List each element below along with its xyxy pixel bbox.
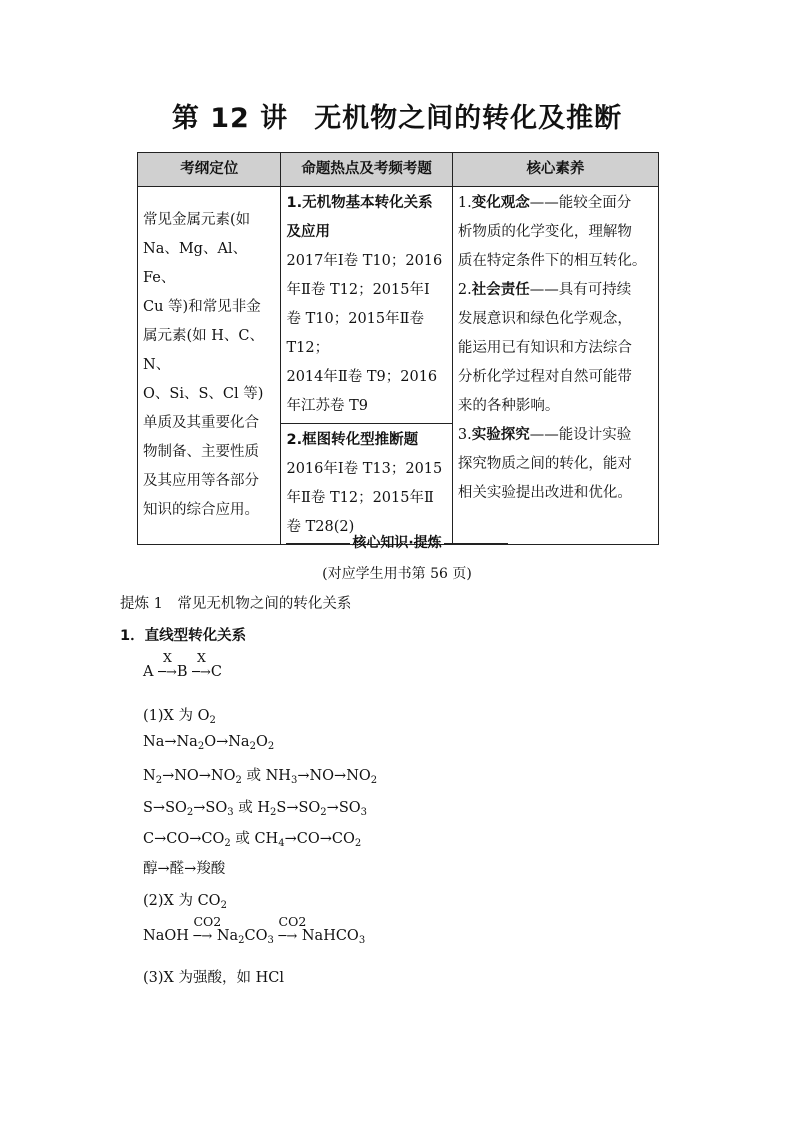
linear-heading: 1．直线型转化关系 (120, 628, 247, 644)
naoh-chain: NaOH ─ CO2 → $Na_2CO_3$ ─ CO2 → NaHCO$_3$ (143, 914, 366, 946)
outline-cell: 常见金属元素(如 Na、Mg、Al、Fe、 Cu 等)和常见非金 属元素(如 H、C、N、 O、Si、S、Cl 等) 单质及其重要化合 物制备、主要性质 及其应用等各部分 知识的综合应用。 (138, 187, 281, 545)
sulfur-chain: $S\to SO_2\to SO_3$ 或 $H_2S\to SO_2\to SO_3$ (143, 800, 368, 818)
case-1-label: (1)X 为 $O_2$ (143, 708, 216, 726)
refine-heading: 提炼 1 常见无机物之间的转化关系 (120, 596, 352, 612)
syllabus-table (137, 152, 659, 545)
core-literacy-cell: 1.变化观念——能较全面分 析物质的化学变化，理解物 质在特定条件下的相互转化。 2.社会责任——具有可持续 发展意识和绿色化学观念， 能运用已有知识和方法综合 分析化学过程对自然可能带 来的各种影响。 3.实验探究——能设计实验 探究物质之间的转化，能对 相关实验提出改进和优化。 (452, 187, 658, 545)
header-hotspots: 命题热点及考频考题 (281, 153, 452, 187)
section-banner: 核心知识·提炼 (0, 532, 794, 552)
generic-chain: A ─ X →B ─ X →C (143, 650, 222, 680)
carbon-chain: $C\to CO\to CO_2$ 或 $CH_4\to CO\to CO_2$ (143, 831, 362, 849)
organic-chain: 醇→醛→羧酸 (143, 861, 226, 877)
header-outline: 考纲定位 (138, 153, 281, 187)
page-title: 第 12 讲 无机物之间的转化及推断 (171, 103, 623, 134)
case-2-label: (2)X 为 $CO_2$ (143, 893, 227, 911)
nitrogen-chain: $N_2\to NO\to NO_2$ 或 $NH_3\to NO\to NO_2$ (143, 768, 378, 786)
case-3-label: (3)X 为强酸，如 HCl (143, 970, 284, 986)
hotspot-1-cell: 1.无机物基本转化关系 及应用 2017年Ⅰ卷 T10；2016 年Ⅱ卷 T12；2015年Ⅰ 卷 T10；2015年Ⅱ卷 T12； 2014年Ⅱ卷 T9；2016 年江苏卷 T9 (281, 187, 452, 424)
sodium-chain: $Na\to Na_2O\to Na_2O_2$ (143, 734, 275, 752)
header-core-literacy: 核心素养 (452, 153, 658, 187)
hotspot-2-cell: 2.框图转化型推断题 2016年Ⅰ卷 T13；2015 年Ⅱ卷 T12；2015年Ⅱ 卷 T28(2) (281, 424, 452, 545)
textbook-reference: (对应学生用书第 56 页) (322, 566, 472, 582)
